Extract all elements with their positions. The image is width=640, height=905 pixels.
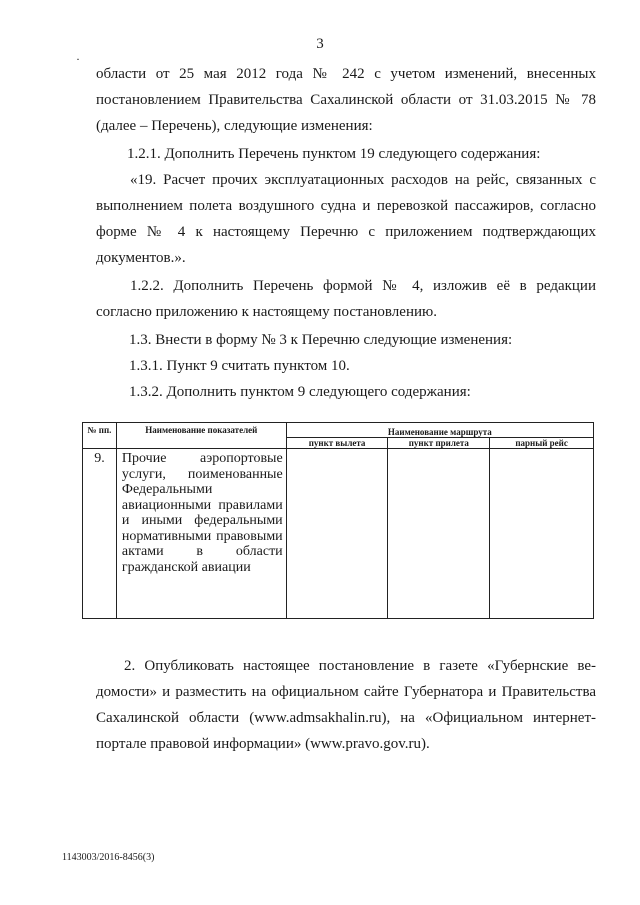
text-line: согласно приложению к настоящему постановлению. <box>96 304 437 320</box>
text-line: (далее – Перечень), следующие изменения: <box>96 118 373 134</box>
row-number: 9. <box>83 449 117 619</box>
text-line: постановлением Правительства Сахалинской области от 31.03.2015 № 78 <box>96 92 596 108</box>
header-departure: пункт вылета <box>286 438 388 449</box>
text-line: 2. Опубликовать настоящее постановление в газете «Губернские ве- <box>124 658 596 674</box>
header-number: № пп. <box>83 423 117 449</box>
text-line: портале правовой информации» (www.pravo.gov.ru). <box>96 736 430 752</box>
text-line: форме № 4 к настоящему Перечню с приложением подтверждающих <box>96 224 596 240</box>
page-number: 3 <box>316 36 324 52</box>
text-line: выполнением полета воздушного судна и перевозкой пассажиров, согласно <box>96 198 596 214</box>
text-line: области от 25 мая 2012 года № 242 с учетом изменений, внесенных <box>96 66 596 82</box>
cell-departure <box>286 449 388 619</box>
text-line: 1.3.2. Дополнить пунктом 9 следующего содержания: <box>129 384 471 400</box>
text-line: 1.3.1. Пункт 9 считать пунктом 10. <box>129 358 350 374</box>
row-indicator-text: Прочие аэропортовые услуги, поименованные Федеральными авиационными правилами и иными федеральными нормативными правовыми актами в области гражданской авиации <box>116 449 286 619</box>
margin-mark: · <box>76 52 80 66</box>
text-line: «19. Расчет прочих эксплуатационных расходов на рейс, связанных с <box>130 172 596 188</box>
header-arrival: пункт прилета <box>388 438 490 449</box>
cell-arrival <box>388 449 490 619</box>
header-pair-flight: парный рейс <box>490 438 594 449</box>
text-line: документов.». <box>96 250 186 266</box>
form-table <box>82 422 594 619</box>
text-line: Сахалинской области (www.admsakhalin.ru), на «Официальном интернет- <box>96 710 596 726</box>
text-line: домости» и разместить на официальном сайте Губернатора и Правительства <box>96 684 596 700</box>
text-line: 1.2.1. Дополнить Перечень пунктом 19 следующего содержания: <box>127 146 541 162</box>
text-line: 1.2.2. Дополнить Перечень формой № 4, изложив её в редакции <box>130 278 596 294</box>
cell-pair-flight <box>490 449 594 619</box>
header-indicator-name: Наименование показателей <box>116 423 286 449</box>
document-footer-code: 1143003/2016-8456(3) <box>62 852 155 863</box>
header-route-name: Наименование маршрута <box>286 423 593 438</box>
text-line: 1.3. Внести в форму № 3 к Перечню следующие изменения: <box>129 332 513 348</box>
table-row <box>83 449 594 619</box>
